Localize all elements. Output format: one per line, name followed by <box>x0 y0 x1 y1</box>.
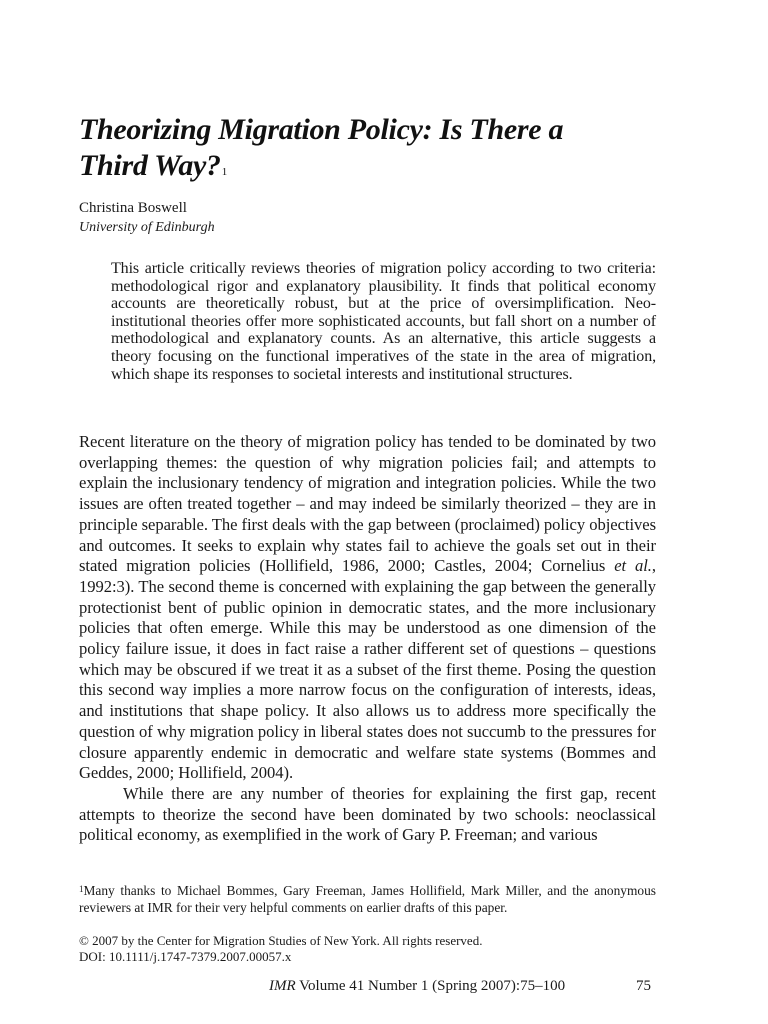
journal-volume-info: Volume 41 Number 1 (Spring 2007):75–100 <box>295 978 566 994</box>
copyright-notice: © 2007 by the Center for Migration Studies of New York. All rights reserved. <box>79 933 483 948</box>
title-footnote-marker: 1 <box>221 166 227 178</box>
author-name: Christina Boswell <box>79 200 187 216</box>
title-line-2-text: Third Way? <box>79 149 221 182</box>
footnote-marker: 1 <box>79 884 84 894</box>
title-line-2 <box>79 148 656 184</box>
page-number: 75 <box>636 978 651 994</box>
paragraph-1 <box>79 432 656 784</box>
paragraph-1-part-1: Recent literature on the theory of migration policy has tended to be dominated by two overlapping themes: the question of why migration policies fail; and attempts to explain the inclusionary tendency of migration and integration policies. While the two issues are often treated together – and may indeed be similarly theorized – they are in principle separable. The first deals with the gap between (proclaimed) policy objectives and outcomes. It seeks to explain why states fail to achieve the goals set out in their stated migration policies (Hollifield, 1986, 2000; Castles, 2004; Cornelius <box>79 432 656 576</box>
abstract: This article critically reviews theories of migration policy according to two criteria: methodological rigor and explanatory plausibility. It finds that political economy accounts are theoretically robust, but at the price of oversimplification. Neo-institutional theories offer more sophisticated accounts, but fall short on a number of methodological and explanatory counts. As an alternative, this article suggests a theory focusing on the functional imperatives of the state in the area of migration, which shape its responses to societal interests and institutional structures. <box>111 260 656 383</box>
body-text <box>79 432 656 846</box>
paragraph-1-part-2: , 1992:3). The second theme is concerned with explaining the gap between the generally protectionist bent of public opinion in democratic states, and the more inclusionary policies that often emerge. While this may be understood as one dimension of the policy failure issue, it does in fact raise a rather different set of questions – questions which may be obscured if we treat it as a subset of the first theme. Posing the question this second way implies a more narrow focus on the configuration of interests, ideas, and institutions that shape policy. It also allows us to address more specifically the question of why migration policy in liberal states does not succumb to the pressures for closure apparently endemic in democratic and welfare state systems (Bommes and Geddes, 2000; Hollifield, 2004). <box>79 556 656 783</box>
journal-name: IMR <box>269 978 296 994</box>
title-line-1: Theorizing Migration Policy: Is There a <box>79 113 564 146</box>
citation-et-al: et al. <box>614 556 652 576</box>
footnote <box>79 882 656 916</box>
author-affiliation: University of Edinburgh <box>79 220 215 235</box>
footnote-text: Many thanks to Michael Bommes, Gary Freeman, James Hollifield, Mark Miller, and the anonymous reviewers at IMR for their very helpful comments on earlier drafts of this paper. <box>79 883 656 915</box>
article-title <box>79 112 656 184</box>
article-page <box>79 0 656 1024</box>
journal-citation <box>269 977 565 995</box>
doi: DOI: 10.1111/j.1747-7379.2007.00057.x <box>79 949 292 964</box>
paragraph-2: While there are any number of theories for explaining the first gap, recent attempts to theorize the second have been dominated by two schools: neoclassical political economy, as exemplified in the work of Gary P. Freeman; and various <box>79 783 656 845</box>
